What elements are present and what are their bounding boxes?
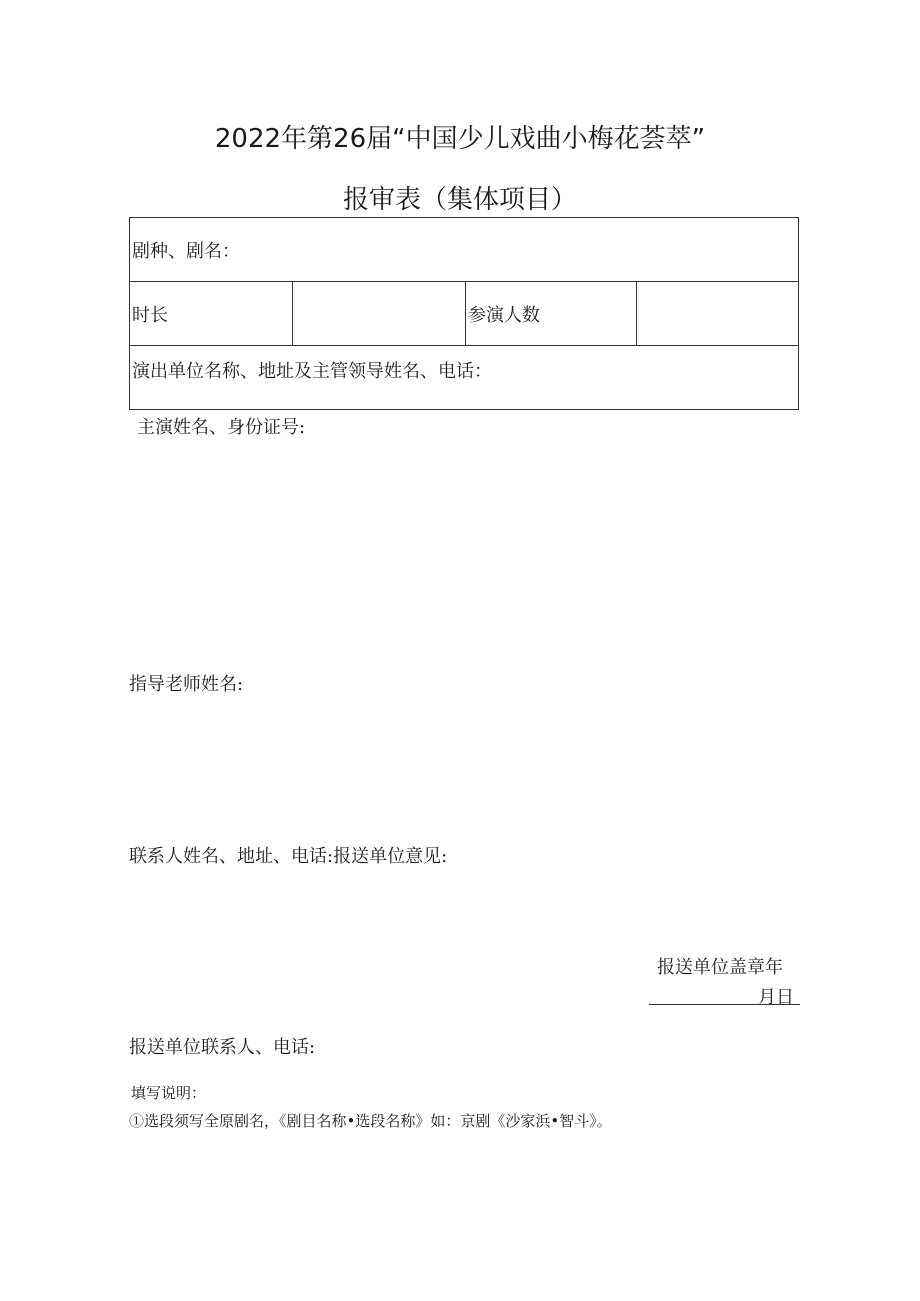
- unit-info-cell[interactable]: [130, 346, 799, 410]
- document-subtitle: 报审表（集体项目）: [342, 185, 577, 215]
- genre-title-cell[interactable]: [130, 218, 799, 282]
- performer-count-value-cell[interactable]: [637, 282, 799, 346]
- document-title: 2022年第26届“中国少儿戏曲小梅花荟萃”: [214, 124, 706, 154]
- lead-actors-field: 主演姓名、身份证号:: [137, 417, 306, 438]
- duration-label-cell: [130, 282, 293, 346]
- seal-label: 报送单位盖章年: [657, 957, 783, 978]
- instructor-field: 指导老师姓名:: [129, 674, 244, 695]
- signature-underline: [649, 1004, 800, 1005]
- table-row: [130, 346, 799, 410]
- performer-count-label: 参演人数: [468, 304, 540, 326]
- genre-title-label: 剧种、剧名：: [132, 240, 240, 262]
- duration-value-cell[interactable]: [293, 282, 466, 346]
- date-label: 月日: [758, 987, 794, 1008]
- registration-table: [129, 217, 799, 410]
- performer-count-label-cell: [466, 282, 637, 346]
- duration-label: 时长: [132, 304, 168, 326]
- unit-info-label: 演出单位名称、地址及主管领导姓名、电话：: [132, 361, 492, 382]
- sender-contact-field: 报送单位联系人、电话:: [129, 1037, 316, 1058]
- notes-item: ①选段须写全原剧名，《剧目名称•选段名称》如：京剧《沙家浜•智斗》。: [129, 1112, 612, 1130]
- notes-heading: 填写说明：: [131, 1084, 207, 1102]
- contact-opinion-field: 联系人姓名、地址、电话:报送单位意见:: [129, 846, 448, 867]
- table-row: [130, 282, 799, 346]
- table-row: [130, 218, 799, 282]
